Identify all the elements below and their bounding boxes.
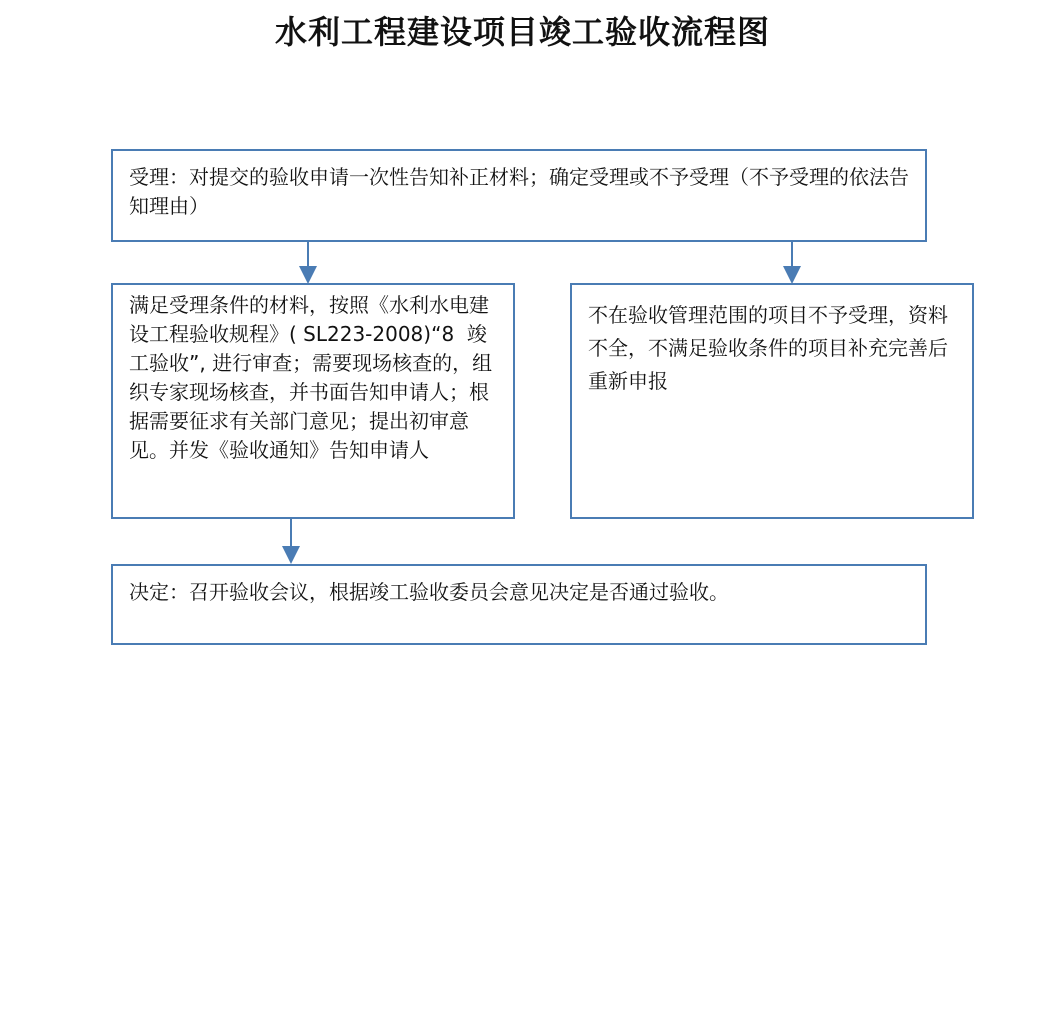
arrow-accept-to-review [299, 242, 317, 284]
arrow-accept-to-reject [783, 242, 801, 284]
page-title: 水利工程建设项目竣工验收流程图 [274, 13, 770, 51]
reject-step-box: 不在验收管理范围的项目不予受理，资料不全，不满足验收条件的项目补充完善后重新申报 [570, 283, 974, 519]
accept-step-box: 受理：对提交的验收申请一次性告知补正材料；确定受理或不予受理（不予受理的依法告知理由） [111, 149, 927, 242]
decision-step-box: 决定：召开验收会议，根据竣工验收委员会意见决定是否通过验收。 [111, 564, 927, 645]
review-step-box: 满足受理条件的材料，按照《水利水电建设工程验收规程》( SL223-2008)“8 竣工验收”, 进行审查；需要现场核查的，组织专家现场核查，并书面告知申请人；根据需要征求有关部门意见；提出初审意见。并发《验收通知》告知申请人 [111, 283, 515, 519]
arrow-review-to-decide [282, 519, 300, 564]
